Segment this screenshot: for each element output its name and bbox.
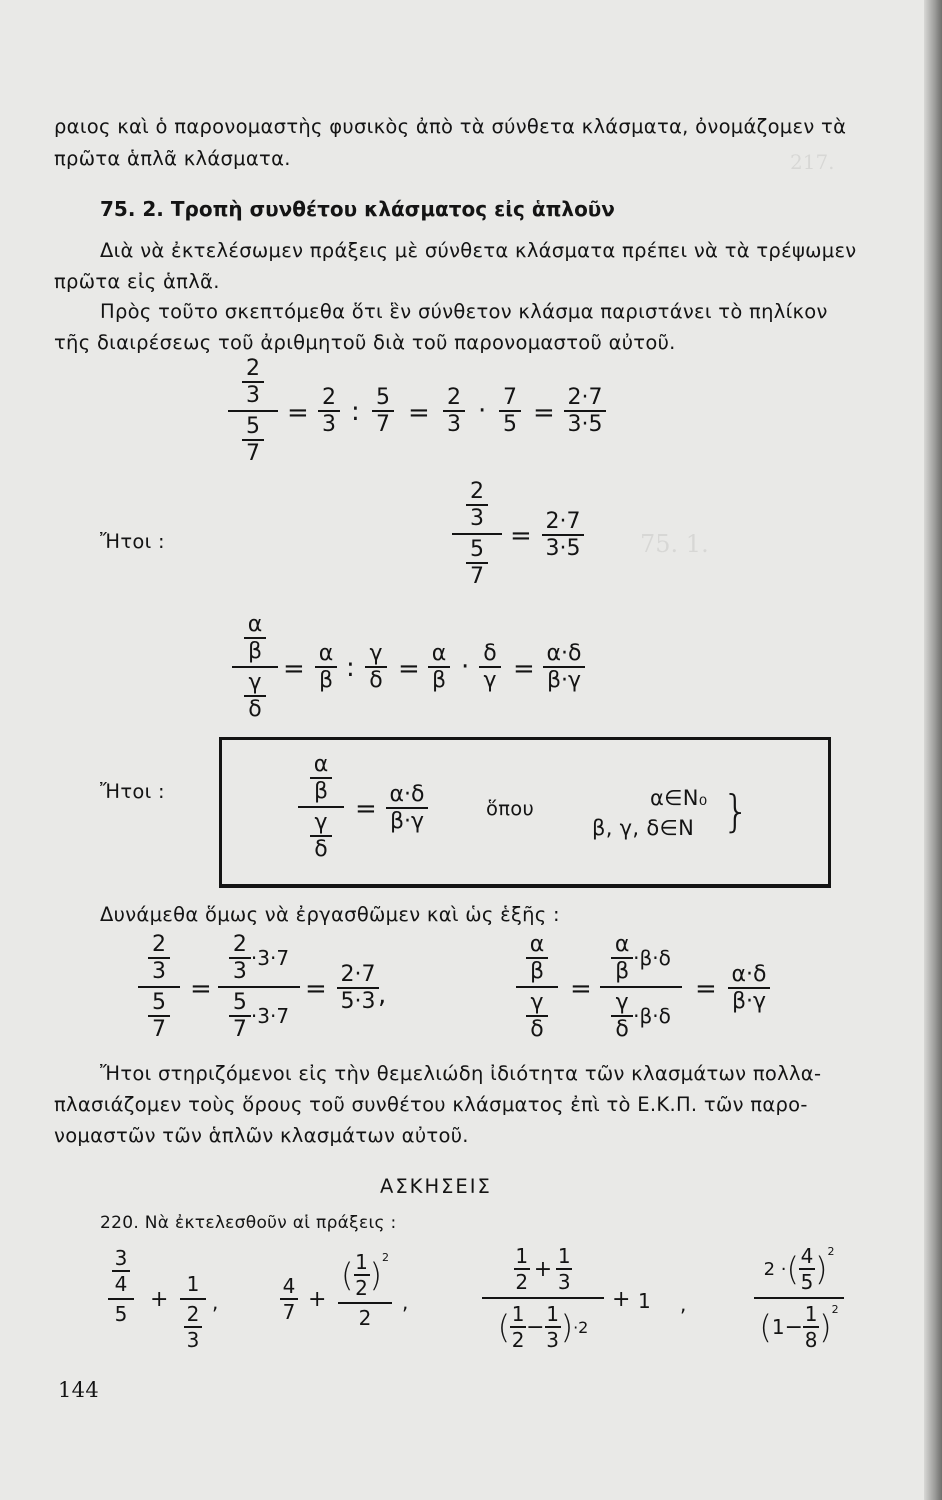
number-one: 1 xyxy=(638,1289,651,1313)
equals-sign: = xyxy=(513,654,535,684)
label-htoi: Ἤτοι : xyxy=(100,530,165,553)
fraction: 2 3 xyxy=(318,385,340,437)
compound-fraction: 2 · ( $\frac{4}{5}$ ) $^2$ ( 1 − $\frac{1}{8}$ ) $^2$ xyxy=(754,1244,844,1352)
compound-fraction: $\frac{\alpha}{\beta}$ $\frac{\gamma}{\delta}$ xyxy=(298,752,344,862)
fraction: 2·7 3·5 xyxy=(542,509,584,561)
main-fraction-bar xyxy=(228,410,278,412)
condition-beta-gamma-delta: β, γ, δ∈N xyxy=(592,816,695,840)
comma: , xyxy=(212,1290,219,1314)
fraction: 5 7 xyxy=(372,385,394,437)
text-line: πλασιάζομεν τοὺς ὅρους τοῦ συνθέτου κλάσματος ἐπὶ τὸ Ε.Κ.Π. τῶν παρο- xyxy=(54,1093,808,1116)
text-line: ραιος καὶ ὁ παρονομαστὴς φυσικὸς ἀπὸ τὰ σύνθετα κλάσματα, ὀνομάζομεν τὰ xyxy=(54,115,847,138)
equals-sign: = xyxy=(695,974,717,1004)
numerator: 5 xyxy=(246,414,260,439)
bleed-through-text: 217. xyxy=(790,150,835,174)
fraction: α β xyxy=(428,641,450,693)
equals-sign: = xyxy=(287,398,309,428)
text-line: πρῶτα εἰς ἁπλᾶ. xyxy=(54,270,220,293)
equals-sign: = xyxy=(533,398,555,428)
fraction: δ γ xyxy=(479,641,501,693)
comma: , xyxy=(402,1290,409,1314)
plus-sign: + xyxy=(308,1287,327,1312)
text-line: νομαστῶν τῶν ἁπλῶν κλασμάτων αὐτοῦ. xyxy=(54,1124,469,1147)
text-line: Ἤτοι στηριζόμενοι εἰς τὴν θεμελιώδη ἰδιότητα τῶν κλασμάτων πολλα- xyxy=(100,1062,822,1085)
multiply-sign: · xyxy=(461,652,470,682)
equals-sign: = xyxy=(398,654,420,684)
fraction: 2 3 xyxy=(443,385,465,437)
compound-fraction xyxy=(228,356,278,466)
compound-fraction: $\frac{2}{3}$ $\frac{5}{7}$ xyxy=(138,932,180,1042)
compound-fraction: $\frac{\alpha}{\beta}$ $\frac{\gamma}{\delta}$ xyxy=(516,932,558,1042)
compound-fraction: $\frac{2}{3}$ $\frac{5}{7}$ xyxy=(452,479,502,589)
text-line: τῆς διαιρέσεως τοῦ ἀριθμητοῦ διὰ τοῦ παρονομαστοῦ αὐτοῦ. xyxy=(54,331,676,354)
compound-fraction: $\frac{\alpha}{\beta}$ ·β·δ $\frac{\gamma}{\delta}$ ·β·δ xyxy=(600,932,682,1042)
equals-sign: = xyxy=(283,654,305,684)
equals-sign: = xyxy=(190,974,212,1004)
text-line: Δυνάμεθα ὅμως νὰ ἐργασθῶμεν καὶ ὡς ἑξῆς : xyxy=(100,903,560,926)
compound-fraction: $\frac{1}{2}$ + $\frac{1}{3}$ ( $\frac{1}{2}$ − $\frac{1}{3}$ ) ·2 xyxy=(482,1244,604,1352)
text-line: Πρὸς τοῦτο σκεπτόμεθα ὅτι ἓν σύνθετον κλάσμα παριστάνει τὸ πηλίκον xyxy=(100,300,828,323)
comma: , xyxy=(378,980,387,1010)
compound-fraction: 1 $\frac{2}{3}$ xyxy=(180,1272,206,1352)
fraction: 4 7 xyxy=(280,1274,298,1324)
equals-sign: = xyxy=(570,974,592,1004)
text-line: πρῶτα ἁπλᾶ κλάσματα. xyxy=(54,147,291,170)
denominator: 3 xyxy=(246,383,260,408)
compound-fraction: $\frac{\alpha}{\beta}$ $\frac{\gamma}{\delta}$ xyxy=(232,612,278,722)
power-fraction: ( $\frac{1}{2}$ ) $^2$ 2 xyxy=(338,1250,392,1330)
divide-sign: : xyxy=(346,653,355,683)
page-edge-shadow xyxy=(924,0,942,1500)
fraction: 2·7 5·3 xyxy=(337,962,379,1014)
bleed-through-text: 75. 1. xyxy=(640,530,709,558)
plus-sign: + xyxy=(612,1287,631,1312)
exercises-title: ΑΣΚΗΣΕΙΣ xyxy=(380,1175,492,1198)
fraction: α·δ β·γ xyxy=(386,782,428,834)
equals-sign: = xyxy=(510,521,532,551)
page-number: 144 xyxy=(58,1378,99,1402)
exercise-220-label: 220. Νὰ ἐκτελεσθοῦν αἱ πράξεις : xyxy=(100,1213,397,1233)
comma: , xyxy=(680,1292,687,1316)
equals-sign: = xyxy=(408,398,430,428)
text-line: Διὰ νὰ ἐκτελέσωμεν πράξεις μὲ σύνθετα κλάσματα πρέπει νὰ τὰ τρέψωμεν xyxy=(100,239,857,262)
fraction: α·δ β·γ xyxy=(728,962,770,1014)
plus-sign: + xyxy=(150,1287,169,1312)
fraction: γ δ xyxy=(365,641,387,693)
compound-fraction: $\frac{2}{3}$ ·3·7 $\frac{5}{7}$ ·3·7 xyxy=(218,932,300,1042)
section-heading: 75. 2. Τροπὴ συνθέτου κλάσματος εἰς ἁπλοῦν xyxy=(100,197,615,221)
condition-alpha: α∈N₀ xyxy=(650,786,708,810)
fraction: 2·7 3·5 xyxy=(564,385,606,437)
equals-sign: = xyxy=(305,974,327,1004)
fraction: α β xyxy=(315,641,337,693)
denominator: 7 xyxy=(246,441,260,466)
numerator: 2 xyxy=(246,356,260,381)
right-brace-icon: } xyxy=(722,786,750,837)
divide-sign: : xyxy=(351,397,360,427)
label-htoi: Ἤτοι : xyxy=(100,780,165,803)
multiply-sign: · xyxy=(478,396,487,426)
fraction: α·δ β·γ xyxy=(543,641,585,693)
fraction: 7 5 xyxy=(499,385,521,437)
compound-fraction: $\frac{3}{4}$ 5 xyxy=(108,1246,134,1326)
equals-sign: = xyxy=(355,794,377,824)
label-opou: ὅπου xyxy=(486,797,535,820)
